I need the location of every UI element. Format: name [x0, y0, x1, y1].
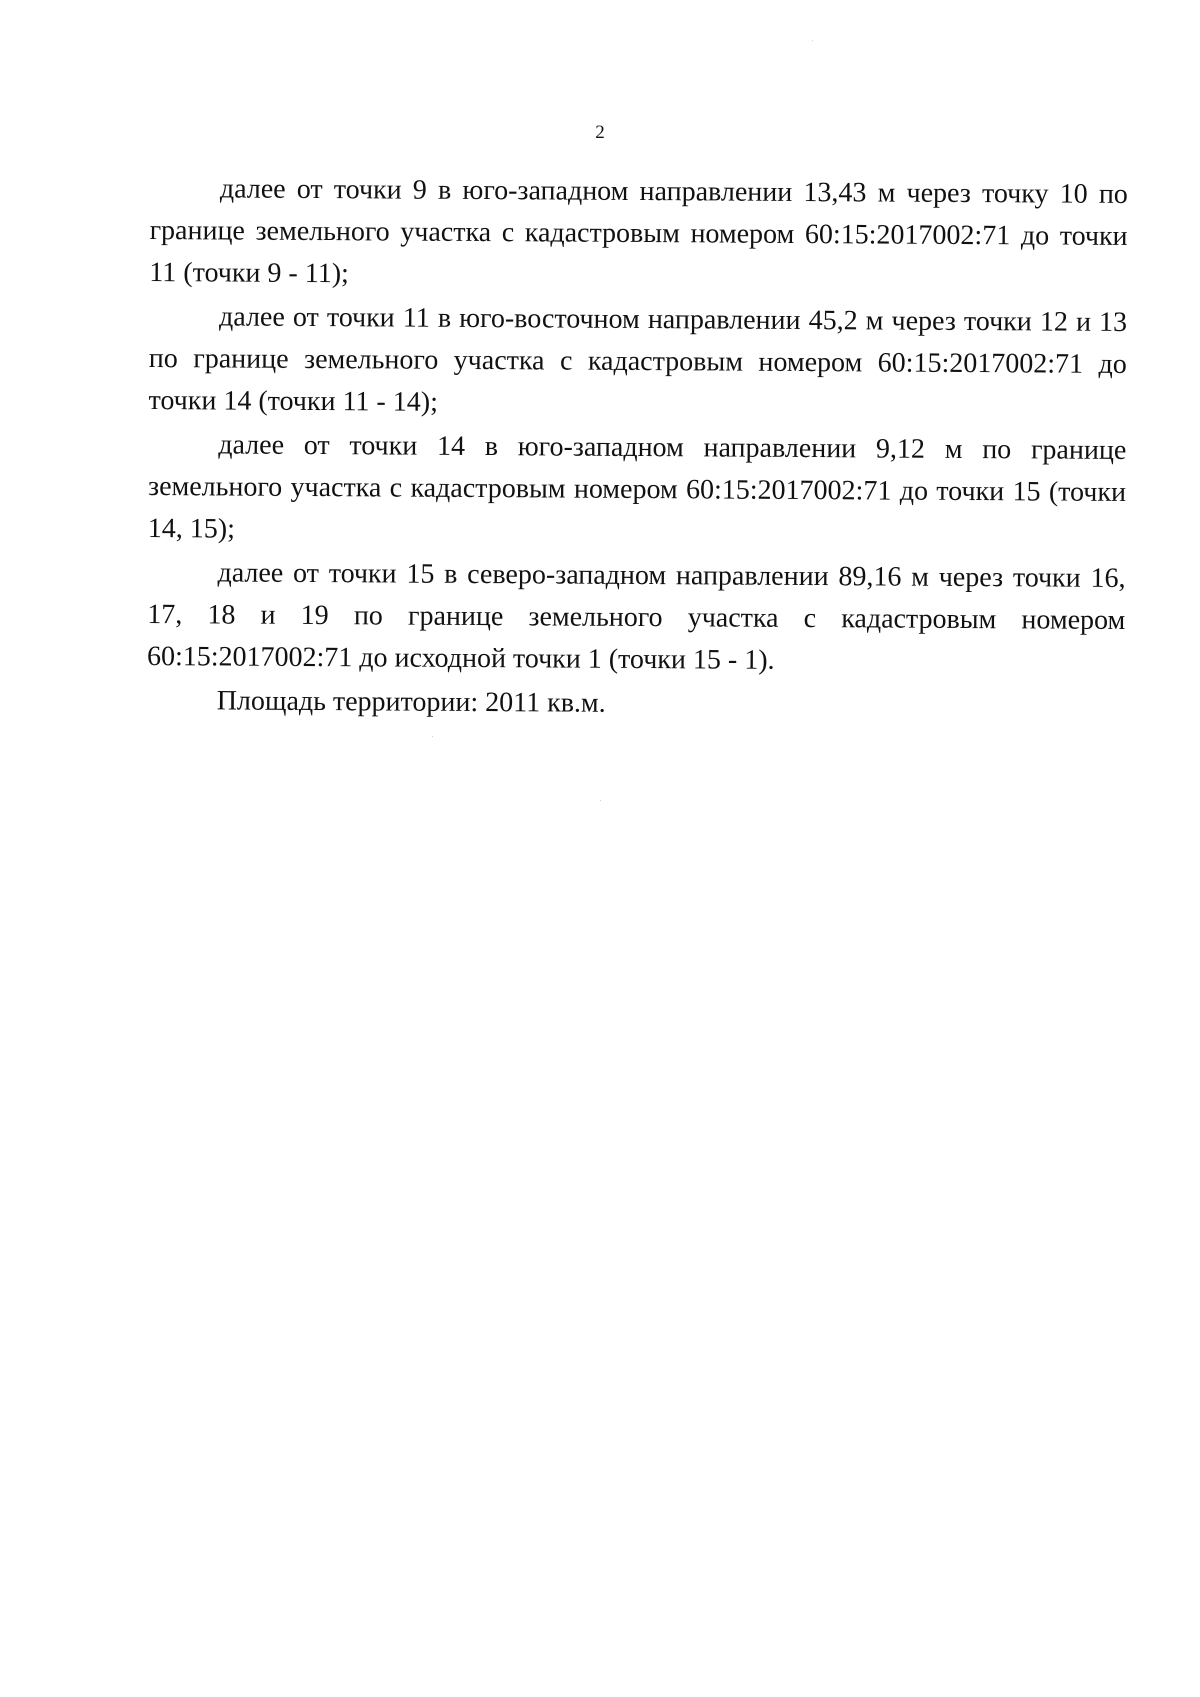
scan-speck — [812, 40, 813, 41]
scan-speck — [600, 800, 601, 801]
document-body — [147, 168, 1128, 728]
paragraph-2: далее от точки 11 в юго-восточном направлении 45,2 м через точки 12 и 13 по границе земельного участка с кадастровым номером 60:15:2017002:71 до точки 14 (точки 11 - 14); — [148, 301, 1128, 418]
paragraph-4: далее от точки 15 в северо-западном направлении 89,16 м через точки 16, 17, 18 и 19 по границе земельного участка с кадастровым номером 60:15:2017002:71 до исходной точки 1 (точки 15 - 1). — [146, 557, 1126, 676]
scan-speck — [432, 736, 433, 737]
page-number: 2 — [595, 122, 605, 143]
paragraph-1: далее от точки 9 в юго-западном направлении 13,43 м через точку 10 по границе земельного участка с кадастровым номером 60:15:2017002:71 до точки 11 (точки 9 - 11); — [149, 173, 1128, 290]
paragraph-3: далее от точки 14 в юго-западном направлении 9,12 м по границе земельного участка с кадастровым номером 60:15:2017002:71 до точки 15 (точки 14, 15); — [147, 429, 1127, 545]
territory-area: Площадь территории: 2011 кв.м. — [216, 685, 606, 719]
